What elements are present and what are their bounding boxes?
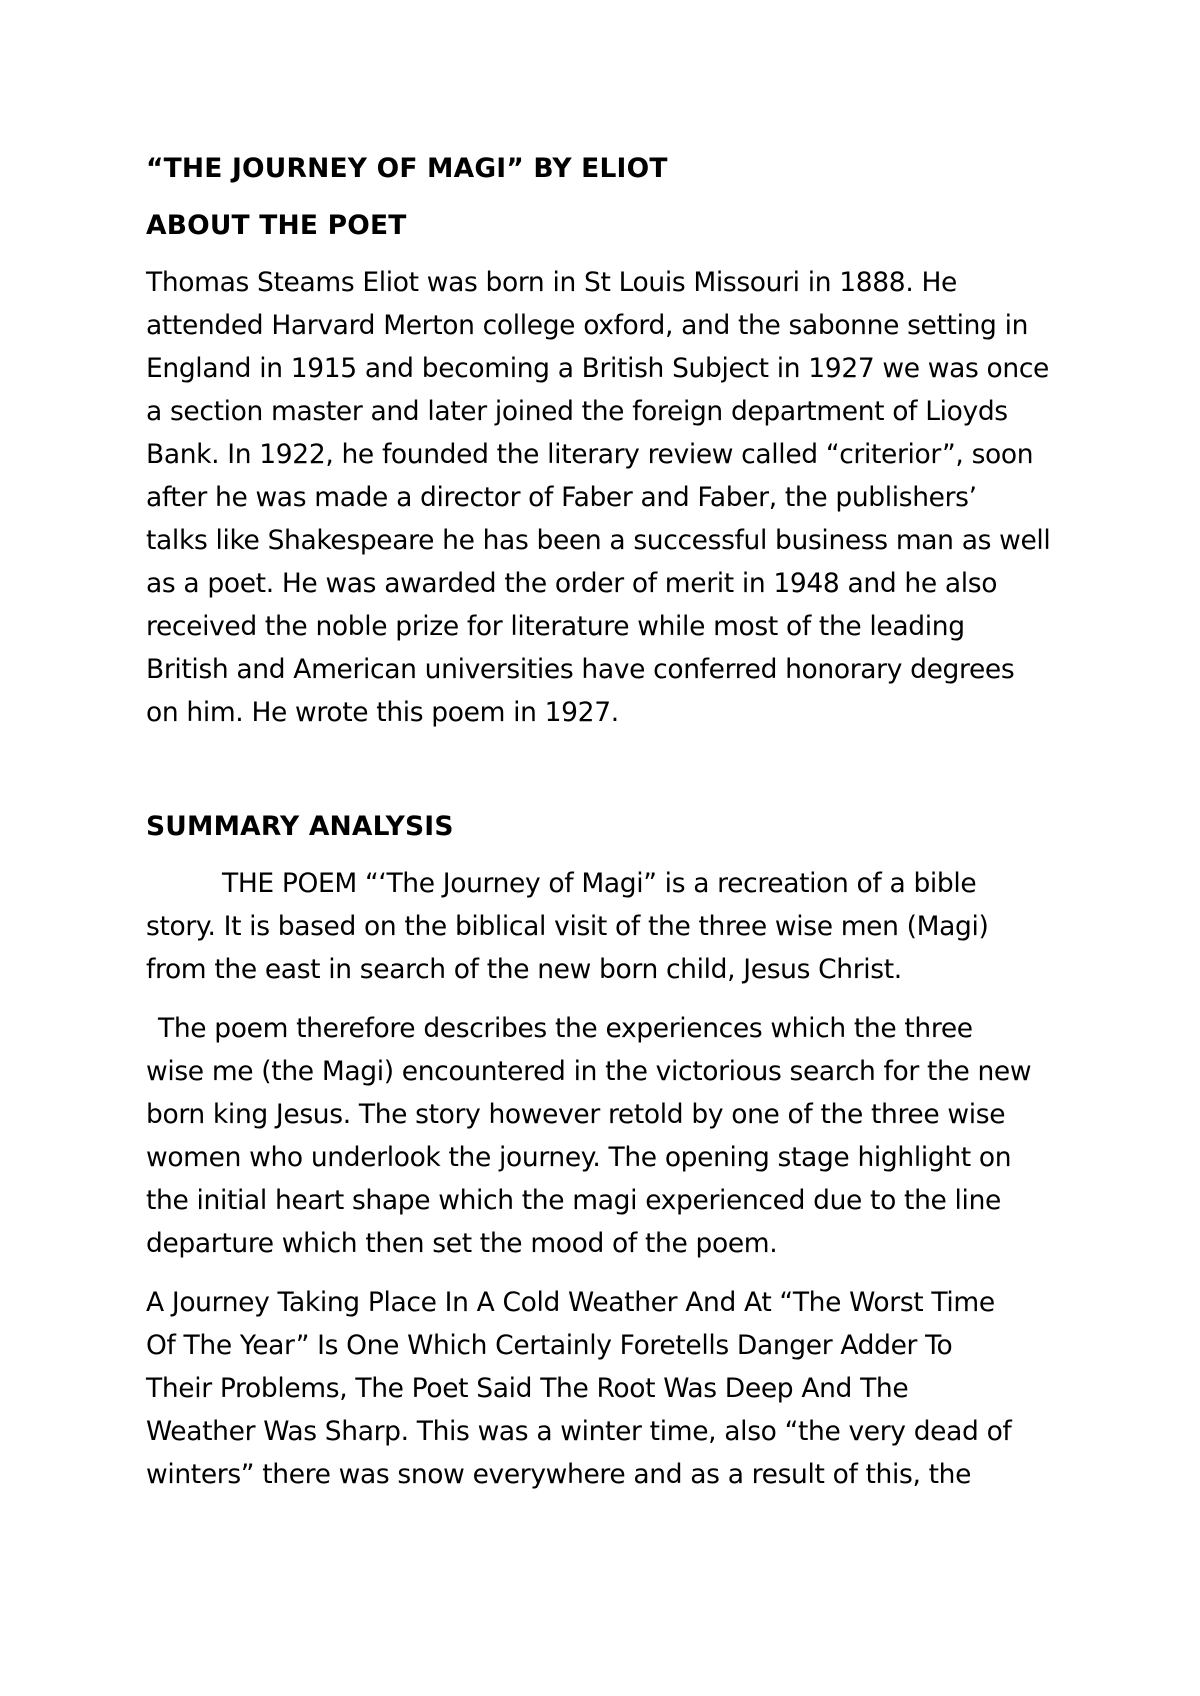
summary-paragraph-1 bbox=[146, 862, 1076, 991]
paragraph-line: born king Jesus. The story however retold by one of the three wise bbox=[146, 1099, 1006, 1130]
paragraph-line: women who underlook the journey. The opening stage highlight on bbox=[146, 1142, 1012, 1173]
paragraph-line: Thomas Steams Eliot was born in St Louis Missouri in 1888. He bbox=[146, 267, 957, 298]
paragraph-line: Their Problems, The Poet Said The Root Was Deep And The bbox=[146, 1373, 909, 1404]
paragraph-line: on him. He wrote this poem in 1927. bbox=[146, 697, 619, 728]
paragraph-line: Of The Year” Is One Which Certainly Foretells Danger Adder To bbox=[146, 1330, 953, 1361]
summary-heading: SUMMARY ANALYSIS bbox=[146, 811, 454, 842]
paragraph-line: story. It is based on the biblical visit of the three wise men (Magi) bbox=[146, 911, 989, 942]
about-paragraph bbox=[146, 261, 1076, 734]
paragraph-line: the initial heart shape which the magi experienced due to the line bbox=[146, 1185, 1001, 1216]
paragraph-line: England in 1915 and becoming a British Subject in 1927 we was once bbox=[146, 353, 1049, 384]
paragraph-line: from the east in search of the new born child, Jesus Christ. bbox=[146, 954, 902, 985]
summary-paragraph-2 bbox=[146, 1007, 1076, 1265]
summary-paragraph-3 bbox=[146, 1281, 1076, 1496]
paragraph-line: Bank. In 1922, he founded the literary review called “criterior”, soon bbox=[146, 439, 1034, 470]
paragraph-line: Weather Was Sharp. This was a winter time, also “the very dead of bbox=[146, 1416, 1012, 1447]
paragraph-line: wise me (the Magi) encountered in the victorious search for the new bbox=[146, 1056, 1032, 1087]
paragraph-line: after he was made a director of Faber and Faber, the publishers’ bbox=[146, 482, 977, 513]
paragraph-line: THE POEM “‘The Journey of Magi” is a recreation of a bible bbox=[222, 868, 977, 899]
paragraph-line: received the noble prize for literature while most of the leading bbox=[146, 611, 965, 642]
paragraph-line: British and American universities have conferred honorary degrees bbox=[146, 654, 1015, 685]
about-heading: ABOUT THE POET bbox=[146, 210, 407, 241]
document-title: “THE JOURNEY OF MAGI” BY ELIOT bbox=[146, 153, 668, 184]
paragraph-line: a section master and later joined the foreign department of Lioyds bbox=[146, 396, 1008, 427]
paragraph-line: as a poet. He was awarded the order of merit in 1948 and he also bbox=[146, 568, 998, 599]
paragraph-line: departure which then set the mood of the poem. bbox=[146, 1228, 778, 1259]
paragraph-line: attended Harvard Merton college oxford, and the sabonne setting in bbox=[146, 310, 1029, 341]
paragraph-line: winters” there was snow everywhere and as a result of this, the bbox=[146, 1459, 972, 1490]
paragraph-line: talks like Shakespeare he has been a successful business man as well bbox=[146, 525, 1051, 556]
paragraph-line: A Journey Taking Place In A Cold Weather And At “The Worst Time bbox=[146, 1287, 995, 1318]
document-body bbox=[146, 147, 1076, 1496]
paragraph-line: The poem therefore describes the experiences which the three bbox=[158, 1013, 973, 1044]
